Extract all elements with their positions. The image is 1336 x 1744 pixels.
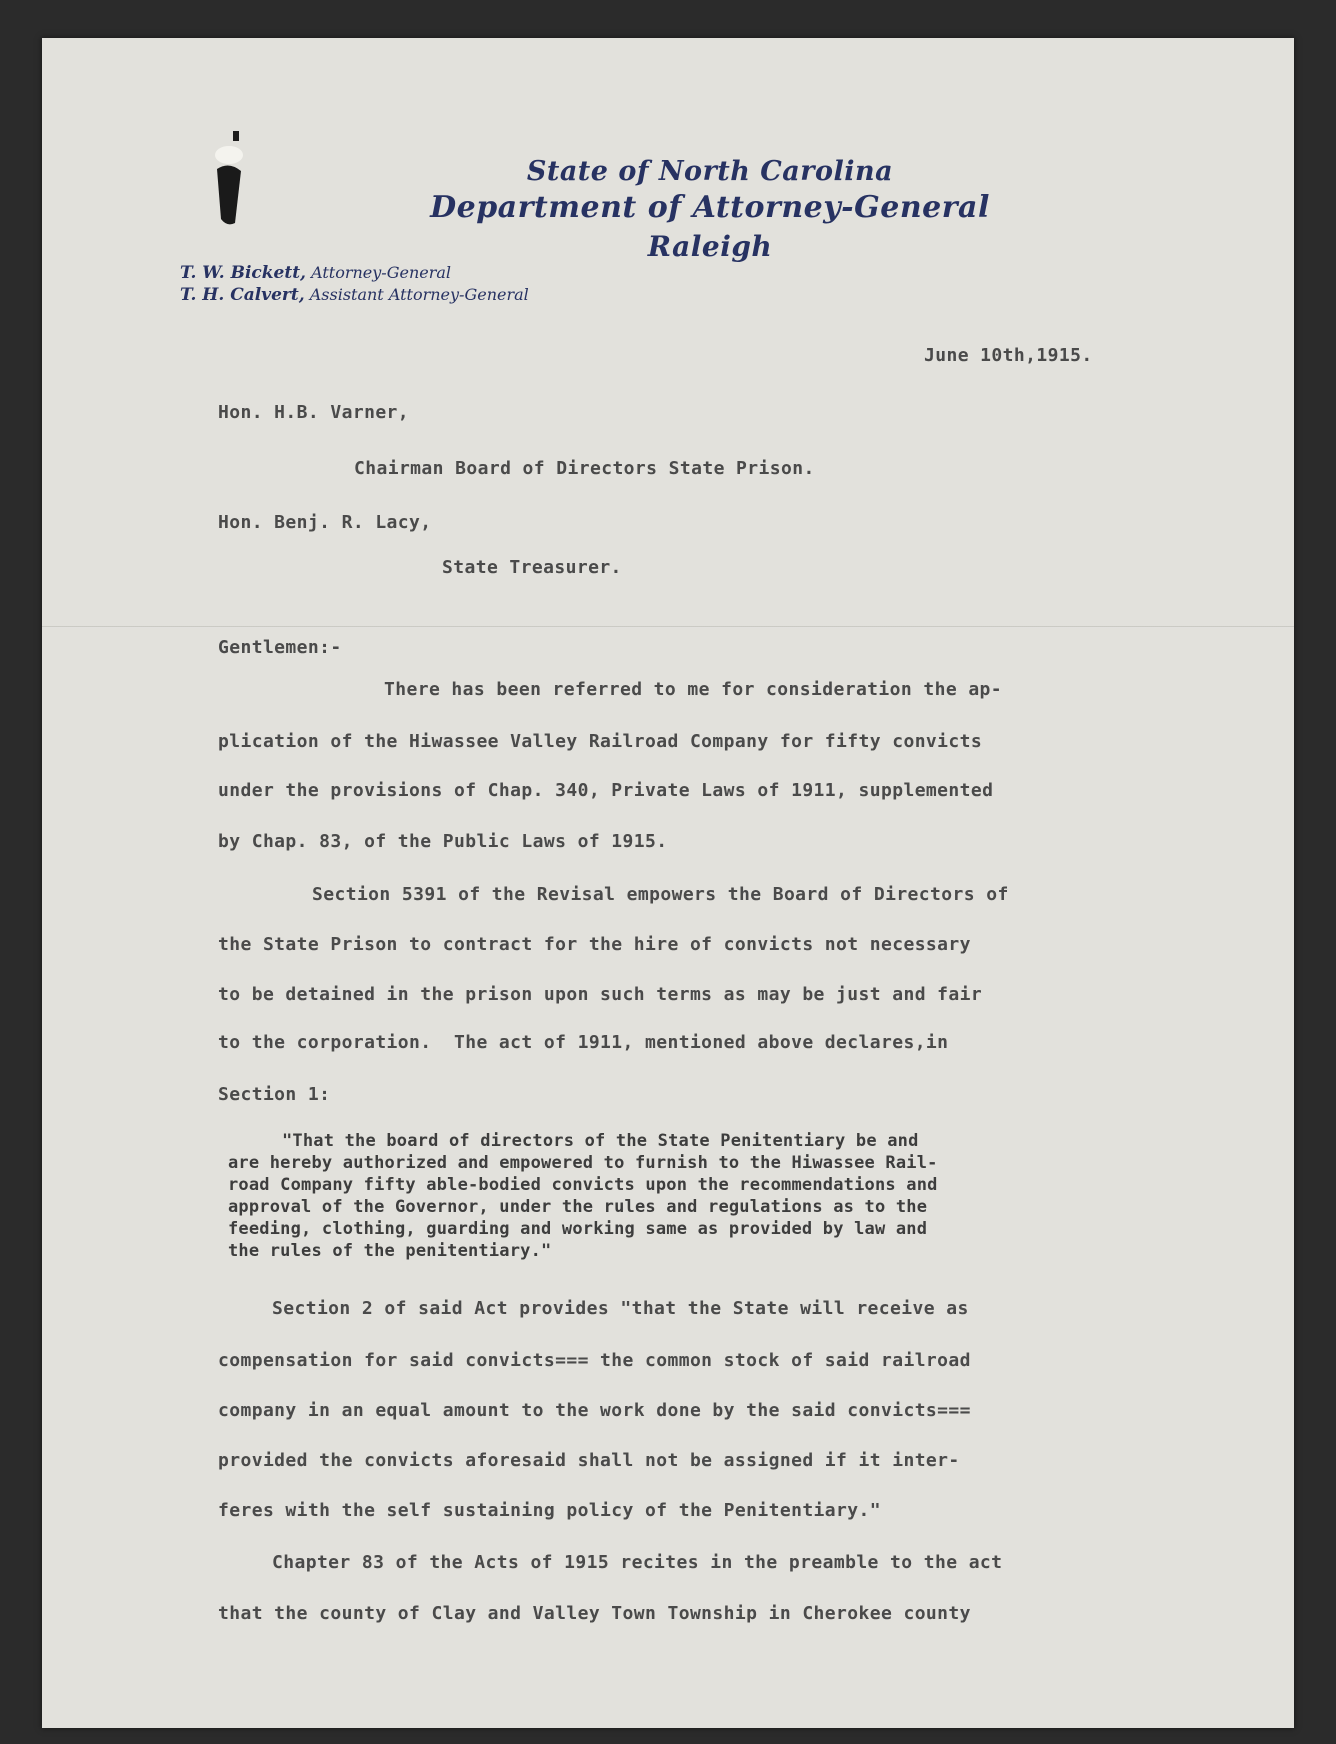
addressee-1-title: Chairman Board of Directors State Prison. xyxy=(354,458,815,479)
officer-title: Assistant Attorney-General xyxy=(309,285,529,304)
addressee-2-name: Hon. Benj. R. Lacy, xyxy=(218,512,432,533)
letter-date: June 10th,1915. xyxy=(924,345,1093,366)
paper-fold-line xyxy=(42,626,1294,628)
body-line: There has been referred to me for consideration the ap- xyxy=(384,679,1003,700)
body-line: provided the convicts aforesaid shall not be assigned if it inter- xyxy=(218,1450,960,1471)
quote-line: "That the board of directors of the State Penitentiary be and xyxy=(282,1131,919,1151)
body-line: Section 5391 of the Revisal empowers the Board of Directors of xyxy=(312,884,1009,905)
addressee-2-title: State Treasurer. xyxy=(442,557,622,578)
letterhead-department: Department of Attorney-General xyxy=(430,190,990,225)
body-line: under the provisions of Chap. 340, Private Laws of 1911, supplemented xyxy=(218,780,994,801)
addressee-1-name: Hon. H.B. Varner, xyxy=(218,402,410,423)
officer-name: T. H. Calvert, xyxy=(180,285,305,305)
quote-line: are hereby authorized and empowered to furnish to the Hiwassee Rail- xyxy=(228,1153,938,1173)
body-line: Section 1: xyxy=(218,1084,331,1105)
letterhead-city: Raleigh xyxy=(647,230,773,263)
body-line: feres with the self sustaining policy of the Penitentiary." xyxy=(218,1500,881,1521)
quote-line: the rules of the penitentiary." xyxy=(228,1241,552,1261)
quote-line: feeding, clothing, guarding and working same as provided by law and xyxy=(228,1219,928,1239)
quote-line: road Company fifty able-bodied convicts upon the recommendations and xyxy=(228,1175,938,1195)
letterhead-state: State of North Carolina xyxy=(526,156,894,187)
body-line: to the corporation. The act of 1911, mentioned above declares,in xyxy=(218,1032,949,1053)
body-line: by Chap. 83, of the Public Laws of 1915. xyxy=(218,831,668,852)
salutation: Gentlemen:- xyxy=(218,637,342,658)
body-line: Chapter 83 of the Acts of 1915 recites in the preamble to the act xyxy=(272,1552,1003,1573)
punch-hole-icon xyxy=(213,131,247,227)
quote-line: approval of the Governor, under the rules and regulations as to the xyxy=(228,1197,928,1217)
letter-page xyxy=(42,38,1294,1728)
officer-attorney-general xyxy=(180,263,451,283)
body-line: Section 2 of said Act provides "that the State will receive as xyxy=(272,1298,969,1319)
officer-assistant-attorney-general xyxy=(180,285,529,305)
body-line: that the county of Clay and Valley Town Township in Cherokee county xyxy=(218,1603,971,1624)
officer-name: T. W. Bickett, xyxy=(180,263,306,283)
body-line: to be detained in the prison upon such terms as may be just and fair xyxy=(218,984,983,1005)
body-line: the State Prison to contract for the hire of convicts not necessary xyxy=(218,934,971,955)
body-line: plication of the Hiwassee Valley Railroad Company for fifty convicts xyxy=(218,731,983,752)
body-line: company in an equal amount to the work done by the said convicts=== xyxy=(218,1400,971,1421)
officer-title: Attorney-General xyxy=(311,263,452,282)
body-line: compensation for said convicts=== the common stock of said railroad xyxy=(218,1350,971,1371)
